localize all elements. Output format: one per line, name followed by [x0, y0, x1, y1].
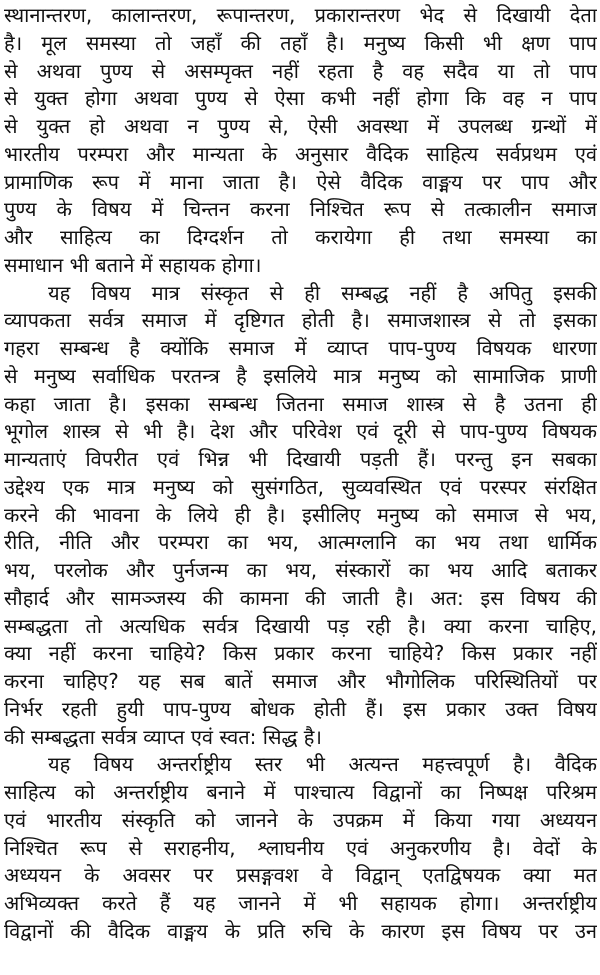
text-line: उद्देश्य एक मात्र मनुष्य को सुसंगठित, सुव्यवस्थित एवं परस्पर संरक्षित [4, 474, 597, 499]
text-line: प्रामाणिक रूप में माना जाता है। ऐसे वैदिक वाङ्मय पर पाप और [4, 169, 597, 194]
text-line: है। मूल समस्या तो जहाँ की तहाँ है। मनुष्य किसी भी क्षण पाप [4, 30, 597, 55]
text-line: भय, परलोक और पुर्नजन्म का भय, संस्कारों का भय आदि बताकर [4, 558, 597, 582]
text-line: भूगोल शास्त्र से भी है। देश और परिवेश एवं दूरी से पाप-पुण्य विषयक [4, 419, 597, 444]
text-line: करना चाहिए? यह सब बातें समाज और भौगोलिक परिस्थितियों पर [4, 669, 597, 693]
paragraph [4, 2, 597, 280]
text-line: सौहार्द और सामञ्जस्य की कामना की जाती है। अत: इस विषय की [4, 585, 597, 610]
text-line: विद्वानों की वैदिक वाङ्मय के प्रति रुचि के कारण इस विषय पर उन [4, 918, 597, 943]
text-line: निर्भर रहती हुयी पाप-पुण्य बोधक होती हैं। इस प्रकार उक्त विषय [4, 696, 597, 721]
text-line: मान्यताएं विपरीत एवं भिन्न भी दिखायी पड़ती हैं। परन्तु इन सबका [4, 447, 597, 471]
text-line: भारतीय परम्परा और मान्यता के अनुसार वैदिक साहित्य सर्वप्रथम एवं [4, 141, 597, 166]
text-line: व्यापकता सर्वत्र समाज में दृष्टिगत होती है। समाजशास्त्र से तो इसका [4, 308, 597, 333]
text-line: से युक्त होगा अथवा पुण्य से ऐसा कभी नहीं होगा कि वह न पाप [4, 86, 597, 111]
text-line: से मनुष्य सर्वाधिक परतन्त्र है इसलिये मात्र मनुष्य को सामाजिक प्राणी [4, 363, 597, 388]
text-line: साहित्य को अन्तर्राष्ट्रीय बनाने में पाश्चात्य विद्वानों का निष्पक्ष परिश्रम [4, 780, 597, 804]
text-line: एवं भारतीय संस्कृति को जानने के उपक्रम में किया गया अध्ययन [4, 807, 597, 832]
text-line: सम्बद्धता तो अत्यधिक सर्वत्र दिखायी पड़ रही है। क्या करना चाहिए, [4, 613, 597, 638]
text-line: निश्चित रूप से सराहनीय, श्लाघनीय एवं अनुकरणीय है। वेदों के [4, 835, 597, 860]
text-line: यह विषय मात्र संस्कृत से ही सम्बद्ध नहीं है अपितु इसकी [48, 280, 597, 305]
paragraph [4, 751, 597, 945]
text-line: अभिव्यक्त करते हैं यह जानने में भी सहायक होगा। अन्तर्राष्ट्रीय [4, 891, 597, 915]
text-line: समाधान भी बताने में सहायक होगा। [4, 252, 262, 277]
text-line: स्थानान्तरण, कालान्तरण, रूपान्तरण, प्रकारान्तरण भेद से दिखायी देता [4, 3, 597, 27]
text-line: और साहित्य का दिग्दर्शन तो करायेगा ही तथा समस्या का [4, 225, 597, 249]
text-line: अध्ययन के अवसर पर प्रसङ्गवश वे विद्वान् एतद्विषयक क्या मत [4, 863, 597, 888]
text-line: से अथवा पुण्य से असम्पृक्त नहीं रहता है वह सदैव या तो पाप [4, 58, 597, 83]
text-line: क्या नहीं करना चाहिये? किस प्रकार करना चाहिये? किस प्रकार नहीं [4, 641, 597, 666]
text-line: यह विषय अन्तर्राष्ट्रीय स्तर भी अत्यन्त महत्त्वपूर्ण है। वैदिक [48, 752, 597, 777]
text-line: कहा जाता है। इसका सम्बन्ध जितना समाज शास्त्र से है उतना ही [4, 391, 597, 416]
text-line: पुण्य के विषय में चिन्तन करना निश्चित रूप से तत्कालीन समाज [4, 197, 597, 222]
text-line: की सम्बद्धता सर्वत्र व्याप्त एवं स्वत: सिद्ध है। [4, 724, 322, 749]
text-line: गहरा सम्बन्ध है क्योंकि समाज में व्याप्त पाप-पुण्य विषयक धारणा [4, 336, 597, 360]
text-line: रीति, नीति और परम्परा का भय, आत्मग्लानि का भय तथा धार्मिक [4, 530, 597, 555]
paragraph [4, 280, 597, 752]
text-line: से युक्त हो अथवा न पुण्य से, ऐसी अवस्था में उपलब्ध ग्रन्थों में [4, 114, 597, 138]
text-line: करने की भावना के लिये ही है। इसीलिए मनुष्य को समाज से भय, [4, 502, 597, 527]
